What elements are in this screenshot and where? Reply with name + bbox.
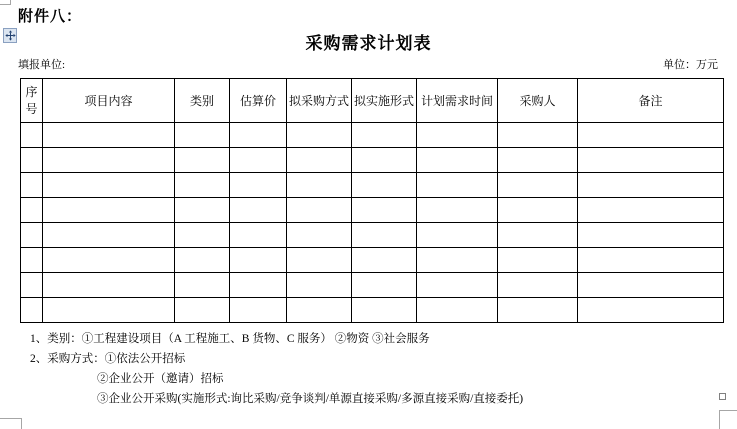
table-cell[interactable] bbox=[498, 198, 578, 223]
table-cell[interactable] bbox=[230, 273, 287, 298]
text-boundary-corner-bottom-right bbox=[719, 410, 737, 429]
table-cell[interactable] bbox=[175, 173, 230, 198]
table-cell[interactable] bbox=[21, 173, 43, 198]
table-cell[interactable] bbox=[578, 223, 724, 248]
table-cell[interactable] bbox=[352, 298, 417, 323]
table-cell[interactable] bbox=[417, 173, 498, 198]
table-row bbox=[21, 298, 724, 323]
table-cell[interactable] bbox=[230, 123, 287, 148]
table-cell[interactable] bbox=[43, 223, 175, 248]
table-cell[interactable] bbox=[417, 148, 498, 173]
table-body bbox=[21, 123, 724, 323]
table-cell[interactable] bbox=[175, 223, 230, 248]
table-cell[interactable] bbox=[21, 198, 43, 223]
table-row bbox=[21, 173, 724, 198]
table-cell[interactable] bbox=[175, 148, 230, 173]
table-cell[interactable] bbox=[578, 248, 724, 273]
table-cell[interactable] bbox=[175, 298, 230, 323]
table-cell[interactable] bbox=[43, 198, 175, 223]
table-row bbox=[21, 223, 724, 248]
table-cell[interactable] bbox=[352, 273, 417, 298]
header-row bbox=[21, 79, 724, 123]
table-cell[interactable] bbox=[230, 248, 287, 273]
reporting-unit-label: 填报单位: bbox=[18, 59, 66, 71]
table-cell[interactable] bbox=[21, 123, 43, 148]
table-cell[interactable] bbox=[498, 298, 578, 323]
table-cell[interactable] bbox=[43, 248, 175, 273]
table-cell[interactable] bbox=[498, 248, 578, 273]
table-cell[interactable] bbox=[21, 298, 43, 323]
table-cell[interactable] bbox=[287, 198, 352, 223]
text-boundary-corner-top-left bbox=[0, 0, 11, 5]
table-row bbox=[21, 198, 724, 223]
table-cell[interactable] bbox=[578, 148, 724, 173]
column-header-planned-demand-time: 计划需求时间 bbox=[417, 79, 498, 123]
column-header-implementation-form: 拟实施形式 bbox=[352, 79, 417, 123]
table-cell[interactable] bbox=[287, 223, 352, 248]
table-cell[interactable] bbox=[43, 298, 175, 323]
table-cell[interactable] bbox=[175, 273, 230, 298]
table-cell[interactable] bbox=[578, 173, 724, 198]
note-category: 1、类别：①工程建设项目（A 工程施工、B 货物、C 服务） ②物资 ③社会服务 bbox=[30, 333, 430, 345]
table-cell[interactable] bbox=[417, 123, 498, 148]
table-cell[interactable] bbox=[287, 148, 352, 173]
table-cell[interactable] bbox=[287, 123, 352, 148]
table-cell[interactable] bbox=[230, 148, 287, 173]
table-cell[interactable] bbox=[43, 148, 175, 173]
table-cell[interactable] bbox=[43, 123, 175, 148]
table-cell[interactable] bbox=[578, 298, 724, 323]
table-cell[interactable] bbox=[352, 173, 417, 198]
table-cell[interactable] bbox=[578, 273, 724, 298]
table-cell[interactable] bbox=[287, 273, 352, 298]
table-cell[interactable] bbox=[230, 223, 287, 248]
table-cell[interactable] bbox=[287, 298, 352, 323]
table-cell[interactable] bbox=[498, 173, 578, 198]
table-cell[interactable] bbox=[352, 248, 417, 273]
column-header-project-content: 项目内容 bbox=[43, 79, 175, 123]
note-invited-bidding: ②企业公开（邀请）招标 bbox=[97, 373, 224, 385]
table-cell[interactable] bbox=[21, 273, 43, 298]
table-cell[interactable] bbox=[498, 123, 578, 148]
column-header-serial-number: 序号 bbox=[21, 79, 43, 123]
table-cell[interactable] bbox=[498, 148, 578, 173]
table-cell[interactable] bbox=[287, 248, 352, 273]
table-cell[interactable] bbox=[230, 298, 287, 323]
table-cell[interactable] bbox=[498, 223, 578, 248]
table-cell[interactable] bbox=[175, 123, 230, 148]
table-cell[interactable] bbox=[352, 223, 417, 248]
table-cell[interactable] bbox=[578, 123, 724, 148]
table-cell[interactable] bbox=[498, 273, 578, 298]
table-cell[interactable] bbox=[578, 198, 724, 223]
table-cell[interactable] bbox=[230, 198, 287, 223]
table-cell[interactable] bbox=[417, 298, 498, 323]
table-cell[interactable] bbox=[417, 198, 498, 223]
table-row bbox=[21, 123, 724, 148]
table-cell[interactable] bbox=[21, 148, 43, 173]
table-cell[interactable] bbox=[230, 173, 287, 198]
table-cell[interactable] bbox=[417, 223, 498, 248]
table-cell[interactable] bbox=[21, 223, 43, 248]
table-row bbox=[21, 273, 724, 298]
table-cell[interactable] bbox=[352, 123, 417, 148]
table-cell[interactable] bbox=[417, 273, 498, 298]
column-header-purchaser: 采购人 bbox=[498, 79, 578, 123]
table-row bbox=[21, 248, 724, 273]
procurement-table bbox=[20, 78, 724, 323]
table-cell[interactable] bbox=[43, 273, 175, 298]
table-cell[interactable] bbox=[417, 248, 498, 273]
table-cell[interactable] bbox=[175, 198, 230, 223]
table-cell[interactable] bbox=[21, 248, 43, 273]
note-procurement-method: 2、采购方式：①依法公开招标 bbox=[30, 353, 186, 365]
column-header-procurement-method: 拟采购方式 bbox=[287, 79, 352, 123]
table-cell[interactable] bbox=[352, 148, 417, 173]
table-cell[interactable] bbox=[175, 248, 230, 273]
table-cell[interactable] bbox=[287, 173, 352, 198]
note-open-procurement: ③企业公开采购(实施形式:询比采购/竞争谈判/单源直接采购/多源直接采购/直接委托) bbox=[97, 393, 524, 405]
table-resize-handle[interactable] bbox=[719, 393, 726, 400]
unit-label: 单位：万元 bbox=[663, 59, 718, 71]
table-row bbox=[21, 148, 724, 173]
attachment-label: 附件八： bbox=[18, 9, 83, 25]
table-cell[interactable] bbox=[352, 198, 417, 223]
table-cell[interactable] bbox=[43, 173, 175, 198]
column-header-category: 类别 bbox=[175, 79, 230, 123]
text-boundary-corner-bottom-left bbox=[0, 418, 22, 429]
column-header-remarks: 备注 bbox=[578, 79, 724, 123]
column-header-estimated-price: 估算价 bbox=[230, 79, 287, 123]
page-title: 采购需求计划表 bbox=[305, 34, 432, 53]
